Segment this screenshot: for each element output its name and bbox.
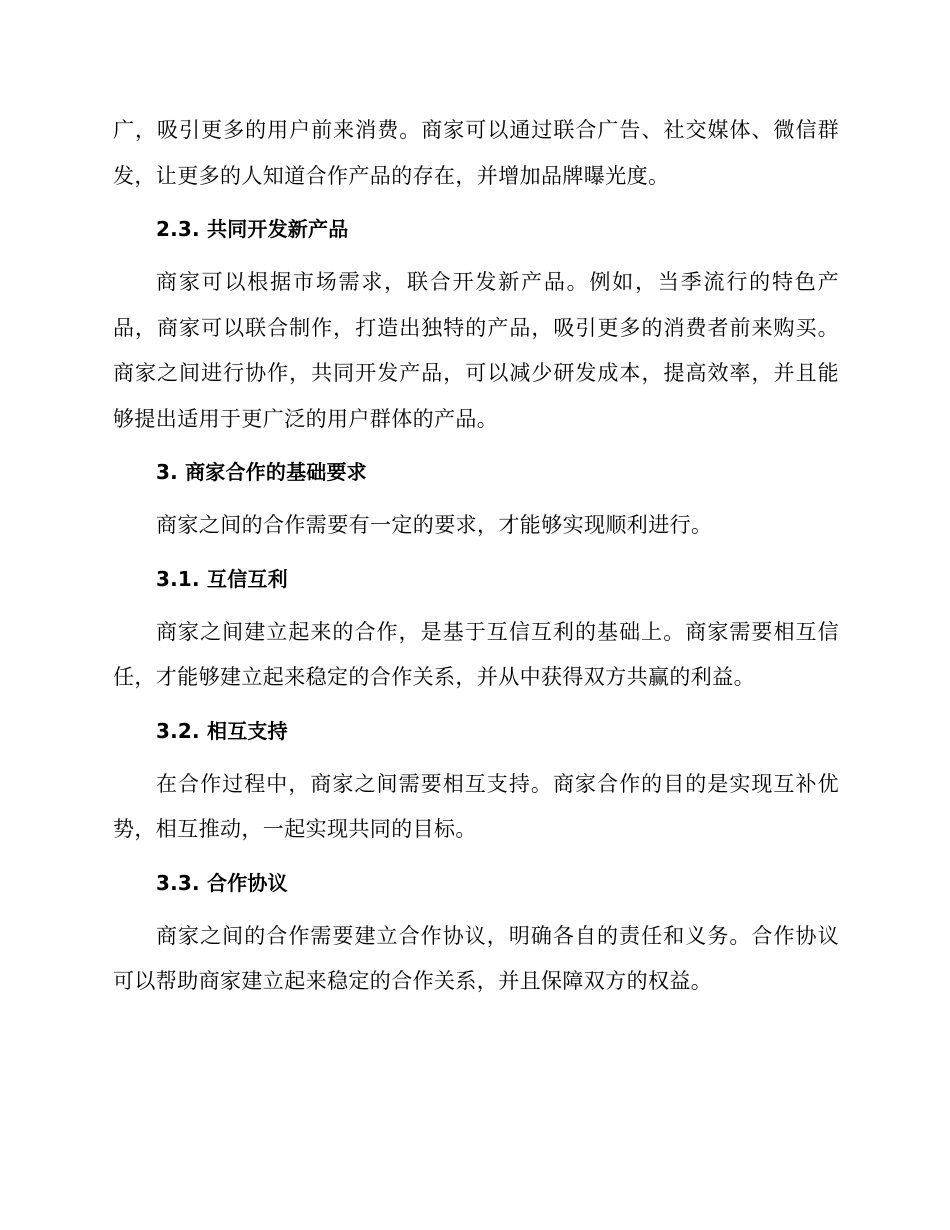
section-heading-2-3: 2.3. 共同开发新产品 — [156, 217, 349, 241]
section-heading-3-1: 3.1. 互信互利 — [156, 566, 288, 591]
document-body — [113, 108, 839, 1005]
paragraph-new-product: 商家可以根据市场需求，联合开发新产品。例如，当季流行的特色产品，商家可以联合制作，打造出独特的产品，吸引更多的消费者前来购买。商家之间进行协作，共同开发产品，可以减少研发成本，提高效率，并且能够提出适用于更广泛的用户群体的产品。 — [113, 270, 839, 431]
paragraph-mutual-trust: 商家之间建立起来的合作，是基于互信互利的基础上。商家需要相互信任，才能够建立起来稳定的合作关系，并从中获得双方共赢的利益。 — [113, 619, 839, 689]
paragraph-agreement: 商家之间的合作需要建立合作协议，明确各自的责任和义务。合作协议可以帮助商家建立起来稳定的合作关系，并且保障双方的权益。 — [113, 923, 839, 993]
section-heading-3-2: 3.2. 相互支持 — [156, 718, 288, 743]
paragraph-mutual-support: 在合作过程中，商家之间需要相互支持。商家合作的目的是实现互补优势，相互推动，一起实现共同的目标。 — [113, 771, 839, 841]
paragraph-continued: 广，吸引更多的用户前来消费。商家可以通过联合广告、社交媒体、微信群发，让更多的人知道合作产品的存在，并增加品牌曝光度。 — [113, 118, 839, 188]
paragraph-requirements: 商家之间的合作需要有一定的要求，才能够实现顺利进行。 — [156, 513, 713, 537]
section-heading-3-3: 3.3. 合作协议 — [156, 870, 288, 895]
section-heading-3: 3. 商家合作的基础要求 — [156, 460, 367, 484]
